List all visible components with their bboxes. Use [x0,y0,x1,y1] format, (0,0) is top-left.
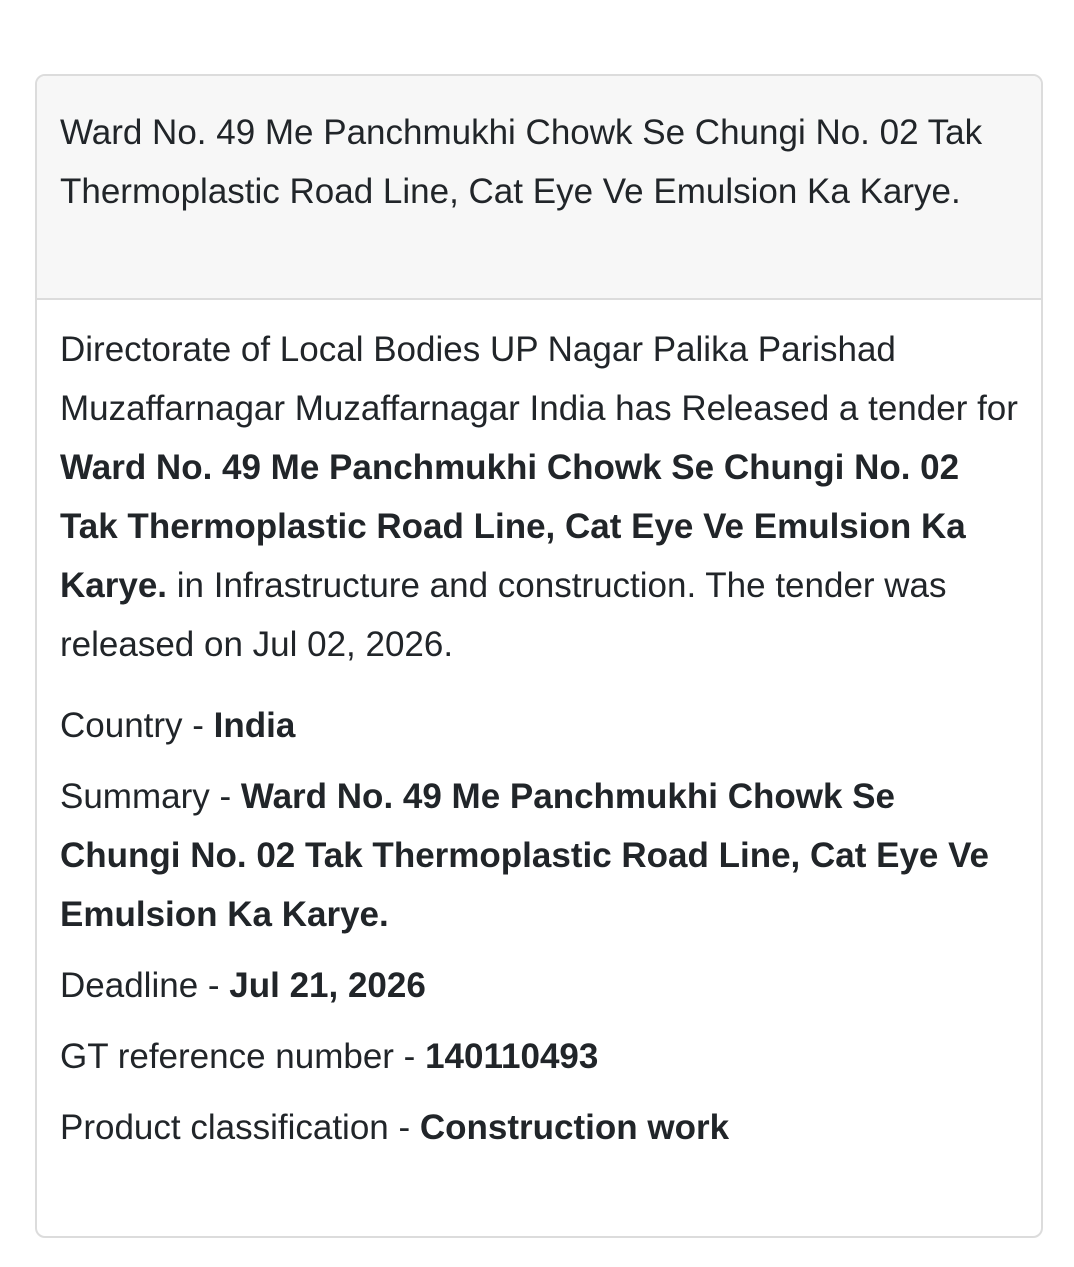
publisher-name: Directorate of Local Bodies UP Nagar Palika Parishad Muzaffarnagar Muzaffarnagar India [60,330,896,428]
deadline-value: Jul 21, 2026 [229,966,426,1005]
released-text: has Released a tender for [615,389,1018,428]
summary-field [60,767,1018,944]
tender-title-inline: Ward No. 49 Me Panchmukhi Chowk Se Chungi No. 02 Tak Thermoplastic Road Line, Cat Eye Ve Emulsion Ka Karye. [60,448,966,605]
sector-text: in Infrastructure and construction. The tender was released on Jul 02, 2026. [60,566,947,664]
country-value: India [213,706,296,745]
summary-label: Summary - [60,777,232,816]
country-label: Country - [60,706,204,745]
reference-field [60,1027,1018,1086]
tender-description [60,320,1018,674]
classification-label: Product classification - [60,1108,411,1147]
tender-card-header [37,76,1041,300]
reference-value: 140110493 [425,1037,599,1076]
summary-value: Ward No. 49 Me Panchmukhi Chowk Se Chungi No. 02 Tak Thermoplastic Road Line, Cat Eye Ve Emulsion Ka Karye. [60,777,990,934]
classification-value: Construction work [419,1108,730,1147]
deadline-field [60,956,1018,1015]
tender-title: Ward No. 49 Me Panchmukhi Chowk Se Chungi No. 02 Tak Thermoplastic Road Line, Cat Eye Ve Emulsion Ka Karye. [60,113,983,211]
country-field [60,696,1018,755]
tender-card-body [37,300,1041,1157]
tender-card [35,74,1043,1238]
classification-field [60,1098,1018,1157]
deadline-label: Deadline - [60,966,220,1005]
reference-label: GT reference number - [60,1037,416,1076]
